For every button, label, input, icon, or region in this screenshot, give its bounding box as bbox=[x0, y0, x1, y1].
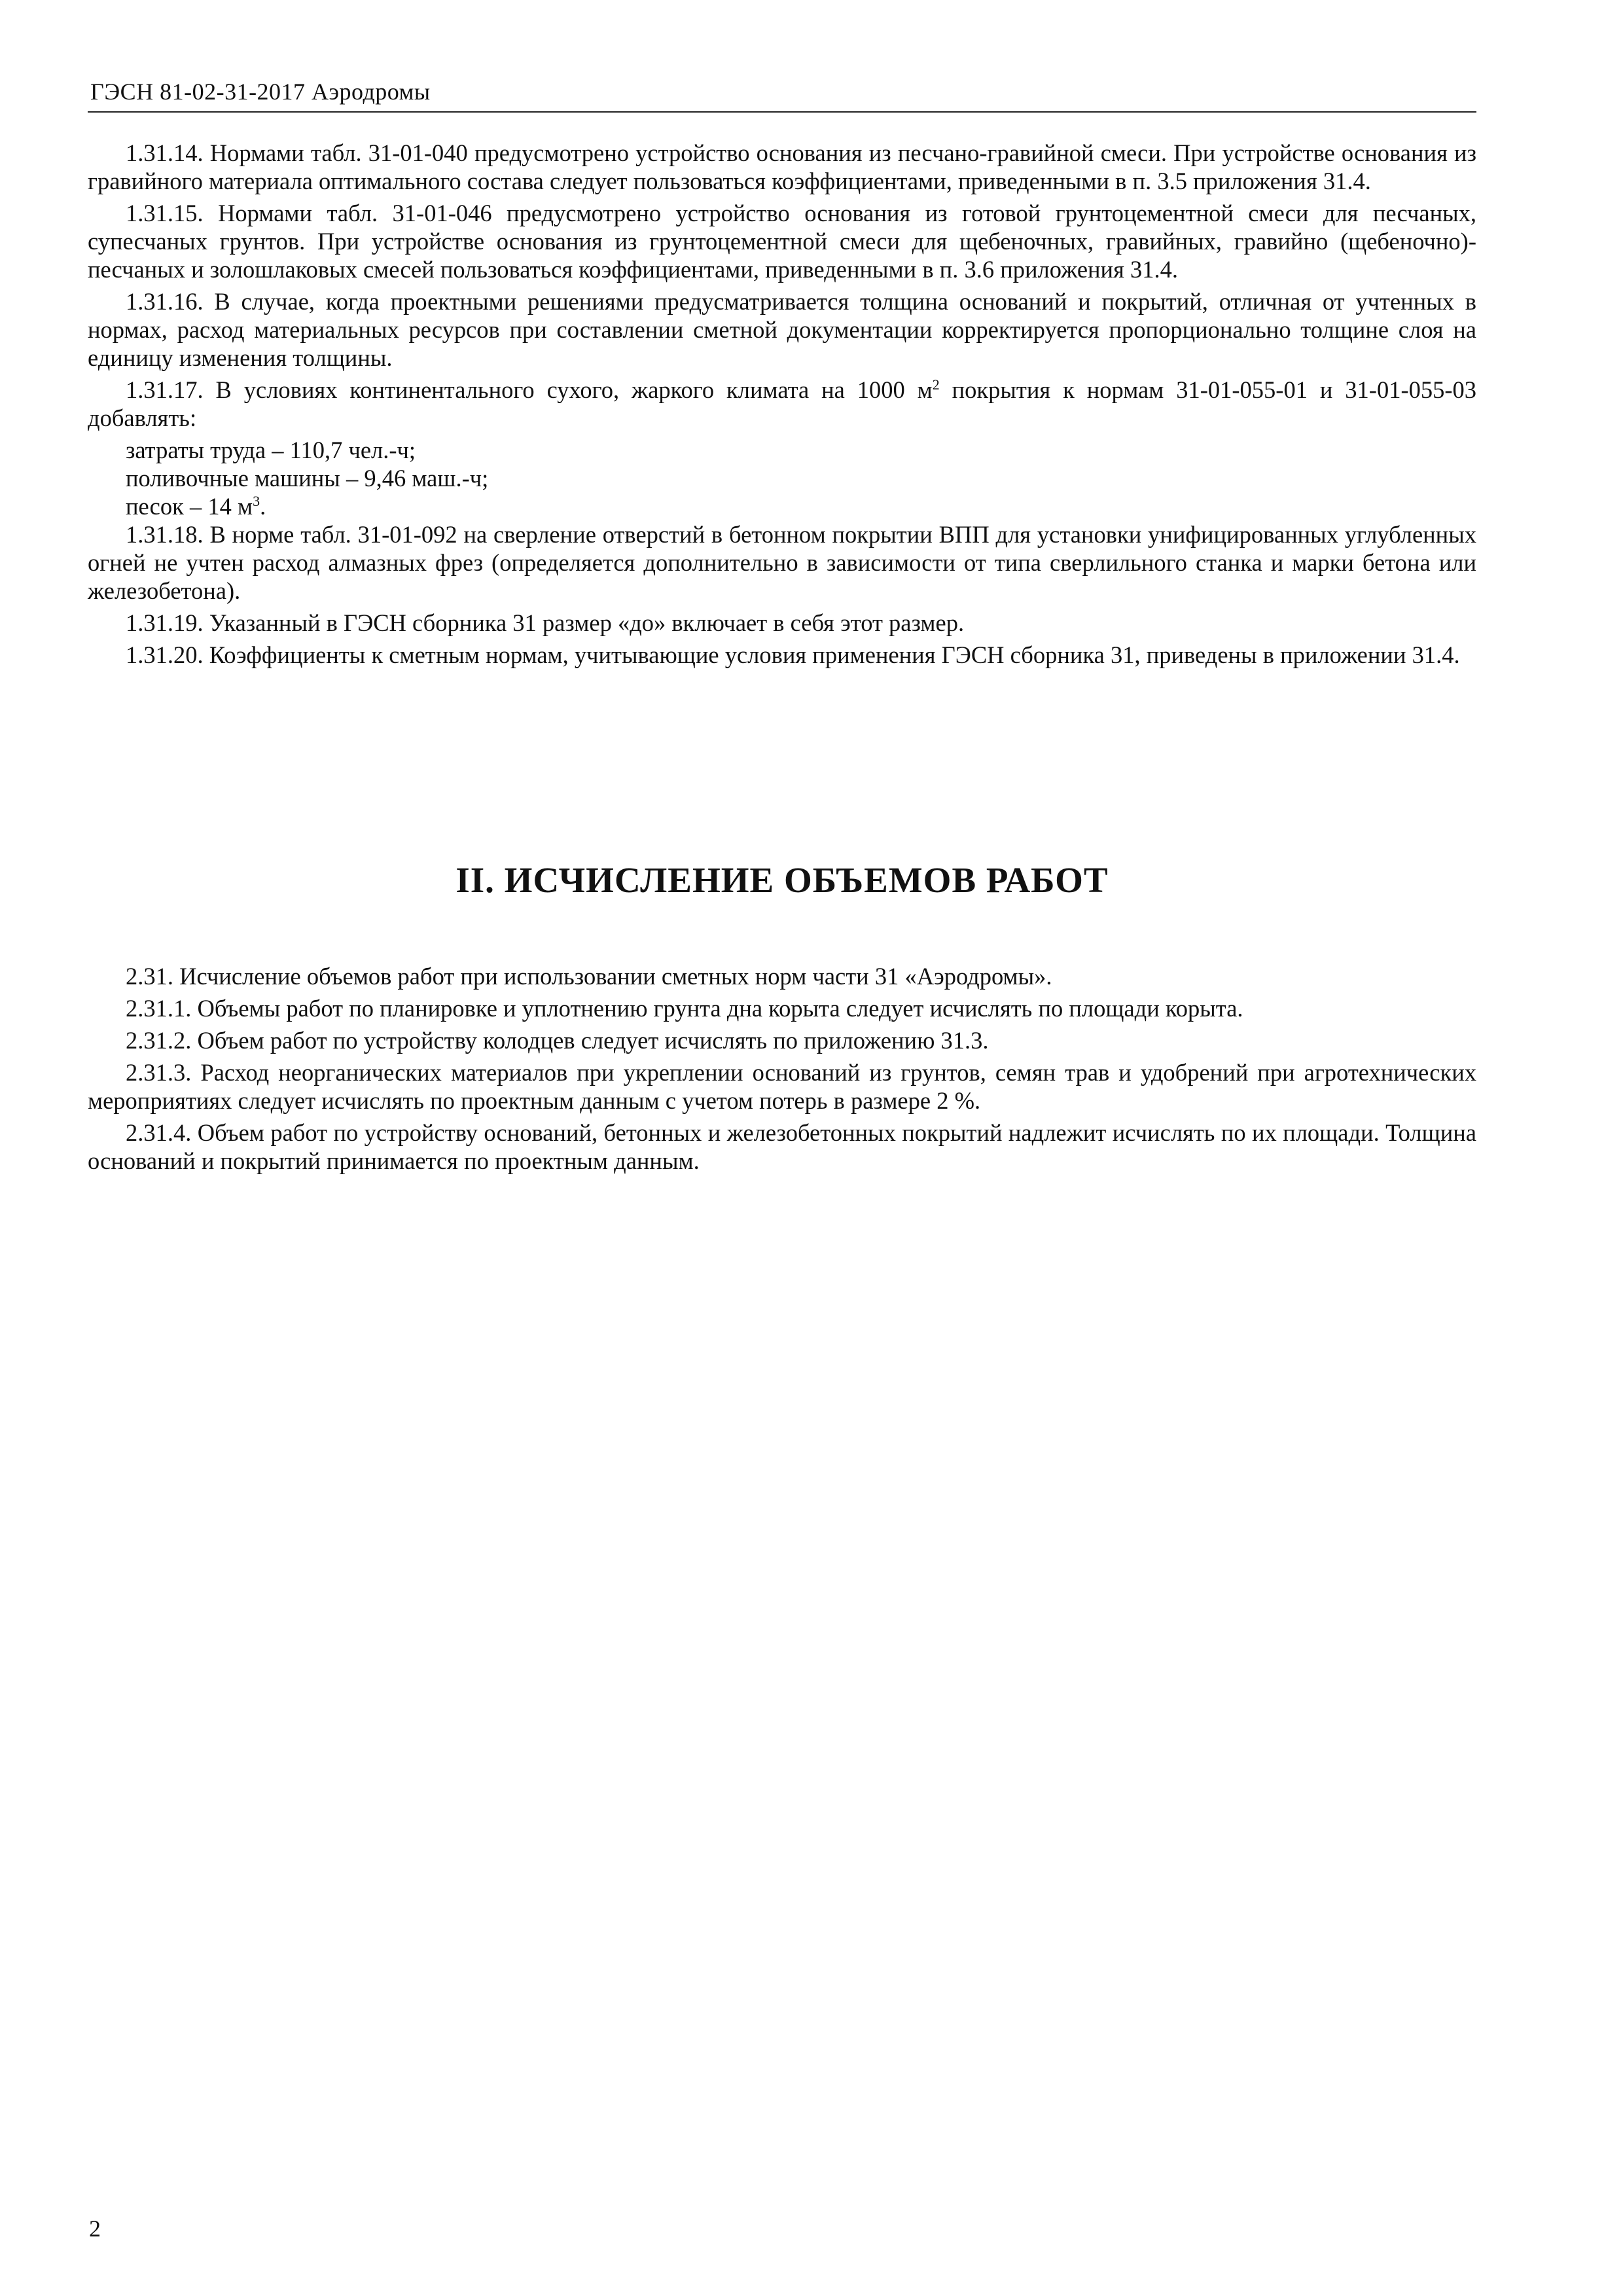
paragraph-1-31-17 bbox=[88, 376, 1476, 432]
chapter-heading: II. ИСЧИСЛЕНИЕ ОБЪЕМОВ РАБОТ bbox=[455, 860, 1109, 900]
paragraph-1-31-19: 1.31.19. Указанный в ГЭСН сборника 31 размер «до» включает в себя этот размер. bbox=[126, 609, 965, 636]
paragraph-2-31-2: 2.31.2. Объем работ по устройству колодцев следует исчислять по приложению 31.3. bbox=[126, 1027, 989, 1054]
paragraph-1-31-15: 1.31.15. Нормами табл. 31-01-046 предусмотрено устройство основания из готовой грунтоцементной смеси для песчаных, супесчаных грунтов. При устройстве основания из грунтоцементной смеси для щебеночных, гравийных, гравийно (щебеночно)-песчаных и золошлаковых смесей пользоваться коэффициентами, приведенными в п. 3.6 приложения 31.4. bbox=[88, 200, 1476, 283]
paragraph-1-31-18: 1.31.18. В норме табл. 31-01-092 на сверление отверстий в бетонном покрытии ВПП для установки унифицированных углубленных огней не учтен расход алмазных фрез (определяется дополнительно в зависимости от типа сверлильного станка и марки бетона или железобетона). bbox=[88, 521, 1476, 604]
document-title: ГЭСН 81-02-31-2017 Аэродромы bbox=[90, 79, 431, 105]
list-item-sand-text: песок – 14 м bbox=[126, 493, 253, 520]
volume-calculation-section bbox=[88, 962, 1476, 1175]
paragraph-2-31-1: 2.31.1. Объемы работ по планировке и уплотнению грунта дна корыта следует исчислять по площади корыта. bbox=[126, 995, 1243, 1022]
list-item-labor-costs: затраты труда – 110,7 чел.-ч; bbox=[126, 437, 416, 463]
paragraph-2-31-4: 2.31.4. Объем работ по устройству оснований, бетонных и железобетонных покрытий надлежит исчислять по их площади. Толщина оснований и покрытий принимается по проектным данным. bbox=[88, 1119, 1476, 1174]
paragraph-1-31-17-text-end: покрытия к нормам 31-01-055-01 и 31-01-055-03 добавлять: bbox=[88, 376, 1476, 431]
paragraph-2-31: 2.31. Исчисление объемов работ при использовании сметных норм части 31 «Аэродромы». bbox=[126, 963, 1052, 990]
page-number: 2 bbox=[89, 2215, 101, 2242]
paragraph-1-31-16: 1.31.16. В случае, когда проектными решениями предусматривается толщина оснований и покрытий, отличная от учтенных в нормах, расход материальных ресурсов при составлении сметной документации корректируется пропорционально толщине слоя на единицу изменения толщины. bbox=[88, 288, 1476, 371]
list-item-sand bbox=[88, 492, 1476, 520]
paragraph-1-31-20: 1.31.20. Коэффициенты к сметным нормам, учитывающие условия применения ГЭСН сборника 31, приведены в приложении 31.4. bbox=[126, 641, 1460, 668]
general-provisions-section bbox=[88, 139, 1476, 669]
cubic-meter-superscript: 3 bbox=[253, 492, 260, 509]
list-item-watering-machines: поливочные машины – 9,46 маш.-ч; bbox=[126, 465, 489, 492]
page-header bbox=[88, 77, 1476, 113]
paragraph-1-31-17-text-start: 1.31.17. В условиях континентального сухого, жаркого климата на 1000 м bbox=[126, 376, 933, 403]
list-item-sand-period: . bbox=[260, 493, 266, 520]
square-meter-superscript: 2 bbox=[932, 376, 940, 393]
paragraph-2-31-3: 2.31.3. Расход неорганических материалов при укреплении оснований из грунтов, семян трав и удобрений при агротехнических мероприятиях следует исчислять по проектным данным с учетом потерь в размере 2 %. bbox=[88, 1059, 1476, 1114]
paragraph-1-31-14: 1.31.14. Нормами табл. 31-01-040 предусмотрено устройство основания из песчано-гравийной смеси. При устройстве основания из гравийного материала оптимального состава следует пользоваться коэффициентами, приведенными в п. 3.5 приложения 31.4. bbox=[88, 139, 1476, 194]
